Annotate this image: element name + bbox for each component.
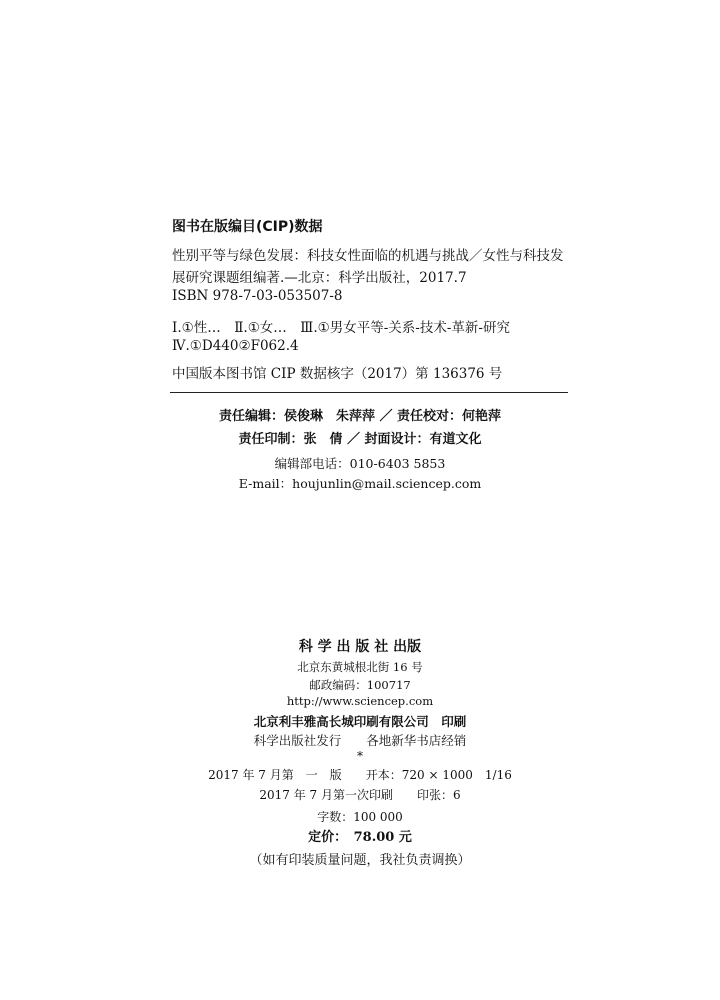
quality-notice: （如有印装质量问题，我社负责调换） [249, 853, 471, 868]
cip-record-line2: 展研究课题组编著.—北京：科学出版社，2017.7 [172, 270, 467, 286]
publisher-line: 科 学 出 版 社 出版 [298, 639, 422, 655]
cip-number: 中国版本图书馆 CIP 数据核字（2017）第 136376 号 [172, 366, 503, 382]
edition-line: 2017 年 7 月第 一 版 开本：720 × 1000 1/16 [208, 768, 512, 782]
cip-record-line1: 性别平等与绿色发展：科技女性面临的机遇与挑战／女性与科技发 [172, 248, 564, 264]
cip-subject-line1: Ⅰ.①性… Ⅱ.①女… Ⅲ.①男女平等-关系-技术-革新-研究 [172, 320, 510, 336]
printer-line: 北京利丰雅高长城印刷有限公司 印刷 [253, 714, 467, 729]
cip-isbn: ISBN 978-7-03-053507-8 [172, 288, 343, 304]
publisher-address: 北京东黄城根北街 16 号 [297, 660, 423, 674]
editorial-email: E-mail：houjunlin@mail.sciencep.com [238, 476, 482, 491]
divider-line [170, 392, 568, 393]
separator-asterisk: * [357, 749, 363, 763]
editorial-phone: 编辑部电话：010-6403 5853 [274, 456, 446, 471]
publisher-postcode: 邮政编码：100717 [309, 678, 411, 692]
publisher-url: http://www.sciencep.com [286, 694, 434, 708]
credits-editors: 责任编辑：侯俊琳 朱萍萍 ／ 责任校对：何艳萍 [218, 409, 502, 424]
printing-line: 2017 年 7 月第一次印刷 印张：6 [259, 788, 461, 802]
cip-subject-line2: Ⅳ.①D440②F062.4 [172, 338, 299, 354]
cip-heading: 图书在版编目(CIP)数据 [172, 219, 323, 235]
word-count: 字数：100 000 [317, 810, 403, 824]
distribution-line: 科学出版社发行 各地新华书店经销 [253, 733, 467, 748]
credits-production: 责任印制：张 倩 ／ 封面设计：有道文化 [238, 432, 482, 447]
price: 定价： 78.00 元 [308, 830, 412, 845]
